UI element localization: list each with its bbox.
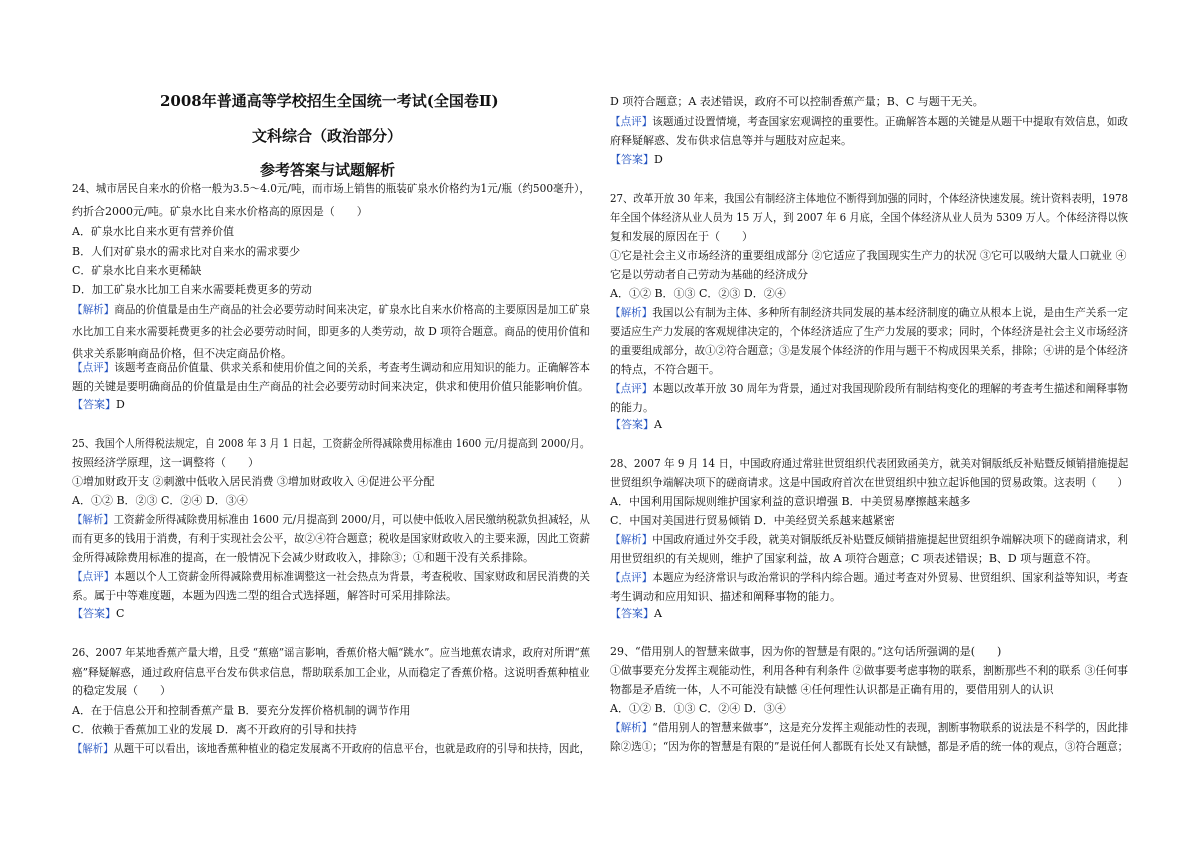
q28-stem-line: 28、2007 年 9 月 14 日，中国政府通过常驻世贸组织代表团致函美方，就美对铜版纸反补贴暨反倾销措施提起 — [610, 457, 1129, 470]
comment-text: 该题考查商品价值量、供求关系和使用价值之间的关系，考查考生调动和应用知识的能力。正确解答本 — [114, 361, 590, 374]
q28-answer — [610, 607, 662, 621]
answer-value: D — [116, 398, 125, 411]
q27-analysis-line: 的重要组成部分，故①②符合题意；③是发展个体经济的作用与题干不构成因果关系，排除；④讲的是个体经济 — [610, 344, 1128, 357]
q26-answer — [610, 153, 663, 167]
q28-analysis-line: 用世贸组织的有关规则，维护了国家利益，故 A 项符合题意；C 项表述错误；B、D 项与题意不符。 — [610, 552, 1098, 565]
q27-option: ①它是社会主义市场经济的重要组成部分 ②它适应了我国现实生产力的状况 ③它可以吸纳大量人口就业 ④ — [610, 249, 1127, 262]
q26-comment — [610, 115, 1128, 129]
q27-analysis-line: 的特点，不符合题干。 — [610, 363, 720, 376]
q25-option: A．①② B．②③ C．②④ D．③④ — [72, 494, 248, 507]
q27-stem-line: 年全国个体经济从业人员为 15 万人，到 2007 年 6 月底，全国个体经济从业人员为 5309 万人。个体经济得以恢 — [610, 211, 1128, 224]
q29-analysis — [610, 721, 1128, 735]
q25-option: ①增加财政开支 ②刺激中低收入居民消费 ③增加财政收入 ④促进公平分配 — [72, 475, 435, 488]
comment-text: 本题应为经济常识与政治常识的学科内综合题。通过考查对外贸易、世贸组织、国家利益等知识，考查 — [652, 571, 1128, 584]
q27-comment — [610, 382, 1128, 396]
q27-option: 它是以劳动者自己劳动为基础的经济成分 — [610, 268, 808, 281]
analysis-tag: 【解析】 — [72, 303, 115, 316]
answer-value: A — [654, 418, 662, 431]
q24-option: A．矿泉水比自来水更有营养价值 — [72, 225, 234, 238]
q25-stem-line: 按照经济学原理，这一调整将（ ） — [72, 456, 259, 469]
analysis-tag: 【解析】 — [610, 306, 653, 319]
analysis-tag: 【解析】 — [72, 513, 114, 526]
q29-stem-line: 29、“借用别人的智慧来做事，因为你的智慧是有限的。”这句话所强调的是( ) — [610, 645, 1002, 658]
comment-text: 该题通过设置情境，考查国家宏观调控的重要性。正确解答本题的关键是从题干中提取有效信息，如政 — [652, 115, 1128, 128]
q25-comment — [72, 570, 590, 584]
answer-value: C — [116, 607, 125, 620]
comment-tag: 【点评】 — [610, 115, 653, 128]
q28-option: A．中国利用国际规则维护国家利益的意识增强 B．中美贸易摩擦越来越多 — [610, 495, 971, 508]
doc-heading: 参考答案与试题解析 — [260, 161, 396, 179]
q28-analysis — [610, 533, 1128, 547]
q24-option: B．人们对矿泉水的需求比对自来水的需求要少 — [72, 245, 301, 258]
q25-analysis — [72, 513, 590, 527]
q26-option: C．依赖于香蕉加工业的发展 D．离不开政府的引导和扶持 — [72, 723, 357, 736]
q25-comment-line: 系。属于中等难度题，本题为四选二型的组合式选择题，解答时可采用排除法。 — [72, 589, 457, 602]
q26-stem-line: 癌”释疑解惑，通过政府信息平台发布供求信息，帮助联系加工企业，从而稳定了香蕉价格。这说明香蕉种植业 — [72, 666, 590, 679]
analysis-tag: 【解析】 — [72, 742, 114, 755]
analysis-text: 中国政府通过外交手段，就美对铜版纸反补贴暨反倾销措施提起世贸组织争端解决项下的磋商请求，利 — [652, 533, 1128, 546]
q24-answer — [72, 398, 125, 412]
comment-tag: 【点评】 — [610, 382, 653, 395]
q26-analysis — [72, 742, 590, 756]
q26-analysis-line: D 项符合题意；A 表述错误，政府不可以控制香蕉产量；B、C 与题干无关。 — [610, 95, 984, 108]
comment-text: 本题以个人工资薪金所得减除费用标准调整这一社会热点为背景，考查税收、国家财政和居民消费的关 — [114, 570, 590, 583]
answer-value: D — [654, 153, 663, 166]
comment-tag: 【点评】 — [610, 571, 653, 584]
answer-tag: 【答案】 — [610, 153, 654, 166]
q27-stem-line: 复和发展的原因在于（ ） — [610, 230, 753, 243]
comment-tag: 【点评】 — [72, 570, 115, 583]
answer-value: A — [654, 607, 662, 620]
q24-stem-line: 24、城市居民自来水的价格一般为3.5～4.0元/吨，而市场上销售的瓶装矿泉水价格约为1元/瓶（约500毫升）， — [72, 182, 590, 195]
doc-title: 2008年普通高等学校招生全国统一考试(全国卷Ⅱ) — [160, 92, 499, 110]
q27-answer — [610, 418, 662, 432]
q28-stem-line: 世贸组织争端解决项下的磋商请求。这是中国政府首次在世贸组织中独立起诉他国的贸易政策。这表明（ ） — [610, 476, 1128, 489]
q24-option: D．加工矿泉水比加工自来水需要耗费更多的劳动 — [72, 283, 312, 296]
q28-comment-line: 考生调动和应用知识、描述和阐释事物的能力。 — [610, 590, 841, 603]
q28-comment — [610, 571, 1128, 585]
q25-answer — [72, 607, 124, 621]
q27-option: A．①② B．①③ C．②③ D．②④ — [610, 287, 786, 300]
q27-analysis — [610, 306, 1128, 320]
q29-option: 物都是矛盾统一体，人不可能没有缺憾 ④任何理性认识都是正确有用的，要借用别人的认识 — [610, 683, 1054, 696]
q24-analysis — [72, 303, 590, 317]
comment-text: 本题以改革开放 30 周年为背景，通过对我国现阶段所有制结构变化的理解的考查考生描述和阐释事物 — [652, 382, 1128, 395]
q28-option: C．中国对美国进行贸易倾销 D．中美经贸关系越来越紧密 — [610, 514, 895, 527]
q29-option: ①做事要充分发挥主观能动性，利用各种有利条件 ②做事要考虑事物的联系，割断那些不利的联系 ③任何事 — [610, 664, 1128, 677]
comment-tag: 【点评】 — [72, 361, 115, 374]
analysis-tag: 【解析】 — [610, 533, 653, 546]
analysis-text: 商品的价值量是由生产商品的社会必要劳动时间来决定，矿泉水比自来水价格高的主要原因是加工矿泉 — [114, 303, 590, 316]
doc-subtitle: 文科综合（政治部分） — [252, 127, 403, 145]
q25-stem-line: 25、我国个人所得税法规定，自 2008 年 3 月 1 日起，工资薪金所得减除费用标准由 1600 元/月提高到 2000/月。 — [72, 437, 590, 450]
q25-analysis-line: 而有更多的钱用于消费，有利于实现社会公平，故②④符合题意；税收是国家财政收入的主要来源，因此工资薪 — [72, 532, 590, 545]
q29-analysis-line: 除②选①；“因为你的智慧是有限的”是说任何人都既有长处又有缺憾，都是矛盾的统一体的观点，③符合题意； — [610, 740, 1129, 753]
analysis-text: 我国以公有制为主体、多种所有制经济共同发展的基本经济制度的确立从根本上说，是由生产关系一定 — [652, 306, 1128, 319]
q26-comment-line: 府释疑解惑、发布供求信息等并与题肢对应起来。 — [610, 134, 852, 147]
q26-stem-line: 26、2007 年某地香蕉产量大增，且受 “蕉癌”谣言影响，香蕉价格大幅“跳水”。应当地蕉农请求，政府对所谓“蕉 — [72, 646, 591, 659]
answer-tag: 【答案】 — [610, 418, 654, 431]
analysis-text: “借用别人的智慧来做事”，这是充分发挥主观能动性的表现，割断事物联系的说法是不科学的，因此排 — [652, 721, 1129, 734]
q24-analysis-line: 供求关系影响商品价格，但不决定商品价格。 — [72, 347, 292, 360]
q29-option: A．①② B．①③ C．②④ D．③④ — [610, 702, 786, 715]
q25-analysis-line: 金所得减除费用标准的提高，在一般情况下会减少财政收入，排除③；①和题干没有关系排除。 — [72, 551, 534, 564]
q26-stem-line: 的稳定发展（ ） — [72, 684, 171, 697]
q24-option: C．矿泉水比自来水更稀缺 — [72, 264, 202, 277]
q27-comment-line: 的能力。 — [610, 401, 654, 414]
analysis-text: 从题干可以看出，该地香蕉种植业的稳定发展离不开政府的信息平台，也就是政府的引导和扶持，因此， — [113, 742, 590, 755]
q27-stem-line: 27、改革开放 30 年来，我国公有制经济主体地位不断得到加强的同时，个体经济快速发展。统计资料表明，1978 — [610, 192, 1128, 205]
q24-analysis-line: 水比加工自来水需要耗费更多的社会必要劳动时间，即更多的人类劳动，故 D 项符合题意。商品的使用价值和 — [72, 325, 590, 338]
q24-comment-line: 题的关键是要明确商品的价值量是由生产商品的社会必要劳动时间来决定，供求和使用价值只能影响价值。 — [72, 380, 589, 393]
answer-tag: 【答案】 — [72, 398, 116, 411]
q26-option: A．在于信息公开和控制香蕉产量 B．要充分发挥价格机制的调节作用 — [72, 704, 411, 717]
q24-comment — [72, 361, 590, 375]
analysis-tag: 【解析】 — [610, 721, 653, 734]
analysis-text: 工资薪金所得减除费用标准由 1600 元/月提高到 2000/月，可以使中低收入居民缴纳税款负担减轻，从 — [113, 513, 590, 526]
answer-tag: 【答案】 — [72, 607, 116, 620]
q27-analysis-line: 要适应生产力发展的客观规律决定的，个体经济适应了生产力发展的要求；同时，个体经济是社会主义市场经济 — [610, 325, 1128, 338]
answer-tag: 【答案】 — [610, 607, 654, 620]
q24-stem-line: 约折合2000元/吨。矿泉水比自来水价格高的原因是（ ） — [72, 205, 368, 218]
